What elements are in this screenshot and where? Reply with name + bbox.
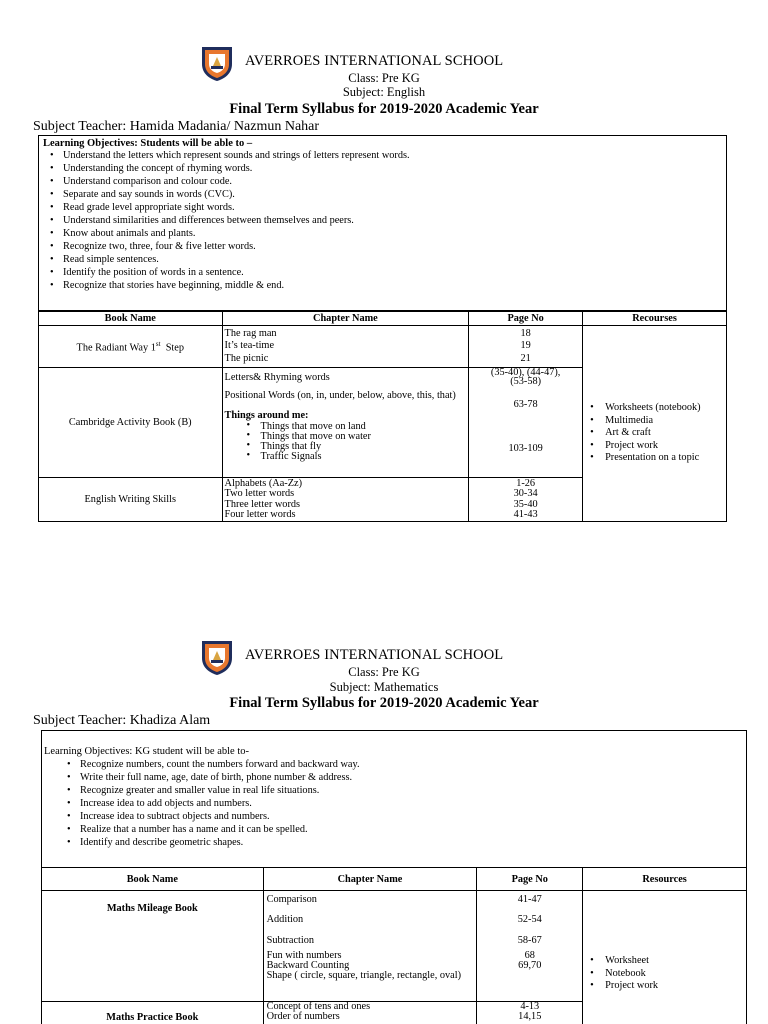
chapter-list	[222, 478, 469, 522]
page-list	[469, 368, 583, 478]
chapter-subitem: • Traffic Signals	[225, 452, 469, 462]
resource-item: • Worksheets (notebook)	[583, 402, 726, 415]
page-list	[477, 891, 583, 1002]
chapter-name: Subtraction	[266, 935, 315, 946]
maths-syllabus-page	[0, 560, 768, 1024]
chapter-name: Three letter words	[224, 498, 301, 510]
page-no: (35-40), (44-47),	[490, 367, 561, 378]
page-no: 35-40	[513, 498, 538, 510]
table-header-row	[39, 312, 727, 326]
book-name: The Radiant Way 1st Step	[39, 326, 223, 368]
chapter-name: Concept of tens and ones	[266, 1001, 371, 1012]
resource-item: • Presentation on a topic	[583, 452, 726, 465]
chapter-subitem: • Things that fly	[225, 442, 469, 452]
objective-item: • Increase idea to add objects and numbers.	[60, 797, 746, 810]
page-no: 19	[520, 340, 531, 352]
objective-item: • Read grade level appropriate sight words.	[43, 201, 726, 214]
page-no: 18	[520, 327, 531, 339]
chapter-name: Letters& Rhyming words	[224, 372, 330, 383]
objective-item: • Realize that a number has a name and it can be spelled.	[60, 823, 746, 836]
chapter-name: Addition	[266, 914, 304, 925]
objective-item: • Recognize numbers, count the numbers forward and backward way.	[60, 758, 746, 771]
resources-list	[583, 955, 746, 993]
chapter-name: Four letter words	[224, 509, 296, 520]
page-no: 1-26	[516, 477, 536, 489]
objective-item: • Read simple sentences.	[43, 253, 726, 266]
objective-item: • Separate and say sounds in words (CVC).	[43, 188, 726, 201]
page-no: 41-43	[513, 509, 538, 520]
learning-objectives-box	[41, 730, 747, 868]
class-line: Class: Pre KG	[348, 71, 420, 85]
chapter-list	[263, 1002, 477, 1024]
page-no: 58-67	[517, 935, 542, 946]
header-resources: Resources	[583, 868, 747, 891]
objectives-list	[44, 758, 746, 849]
book-name: Maths Mileage Book	[42, 891, 264, 1002]
objectives-title: Learning Objectives: Students will be able to –	[43, 138, 253, 149]
chapter-name: The rag man	[224, 327, 277, 339]
page-no: 63-78	[513, 399, 538, 410]
header-page-no: Page No	[469, 312, 583, 326]
header-chapter-name: Chapter Name	[263, 868, 477, 891]
objective-item: • Understand comparison and colour code.	[43, 175, 726, 188]
chapter-name: Order of numbers	[266, 1011, 340, 1022]
chapter-name: It’s tea-time	[224, 340, 275, 352]
subject-line: Subject: Mathematics	[329, 680, 439, 694]
objective-item: • Identify the position of words in a sentence.	[43, 266, 726, 279]
resource-item: • Project work	[583, 980, 746, 993]
page-no: 103-109	[508, 442, 543, 454]
header-chapter-name: Chapter Name	[222, 312, 469, 326]
page-no: 69,70	[518, 960, 542, 971]
objective-item: • Understanding the concept of rhyming words.	[43, 162, 726, 175]
page-no: (53-58)	[510, 376, 542, 387]
objective-item: • Recognize that stories have beginning, middle & end.	[43, 279, 726, 292]
objective-item: • Recognize greater and smaller value in real life situations.	[60, 784, 746, 797]
page-list	[469, 326, 583, 368]
chapter-list	[263, 891, 477, 1002]
maths-syllabus-table	[41, 867, 747, 1024]
header-book-name: Book Name	[39, 312, 223, 326]
school-name: AVERROES INTERNATIONAL SCHOOL	[245, 53, 504, 69]
page-no: 4-13	[520, 1001, 540, 1012]
chapter-name: Shape ( circle, square, triangle, rectangle, oval)	[266, 970, 461, 981]
objectives-list	[43, 149, 726, 292]
header-resources: Recourses	[583, 312, 727, 326]
table-row	[39, 326, 727, 368]
chapter-subitem: • Things that move on water	[225, 432, 469, 442]
objective-item: • Understand similarities and differences between themselves and peers.	[43, 214, 726, 227]
page-no: 41-47	[517, 894, 542, 905]
table-row	[42, 891, 747, 1002]
page-list	[477, 1002, 583, 1024]
page-list	[469, 478, 583, 522]
resources-cell	[583, 891, 747, 1024]
resource-item: • Notebook	[583, 968, 746, 981]
objective-item: • Identify and describe geometric shapes.	[60, 836, 746, 849]
header-book-name: Book Name	[42, 868, 264, 891]
page-no: 30-34	[513, 488, 538, 499]
table-header-row	[42, 868, 747, 891]
syllabus-title: Final Term Syllabus for 2019-2020 Academic Year	[229, 695, 539, 711]
objective-item: • Increase idea to subtract objects and numbers.	[60, 810, 746, 823]
book-name: Cambridge Activity Book (B)	[39, 368, 223, 478]
subject-line: Subject: English	[342, 85, 426, 99]
chapter-name: The picnic	[224, 352, 269, 364]
chapter-name: Comparison	[266, 894, 317, 905]
subject-teacher: Subject Teacher: Khadiza Alam	[33, 713, 211, 728]
page-no: 14,15	[518, 1011, 542, 1022]
chapter-list	[222, 326, 469, 368]
resource-item: • Project work	[583, 440, 726, 453]
objective-item: • Understand the letters which represent sounds and strings of letters represent words.	[43, 149, 726, 162]
chapter-name: Positional Words (on, in, under, below, above, this, that)	[224, 389, 456, 401]
objectives-title: Learning Objectives: KG student will be able to-	[44, 746, 249, 757]
page-no: 21	[520, 352, 531, 364]
page-no: 68	[524, 950, 535, 961]
page-no: 52-54	[517, 914, 542, 925]
chapter-sublist	[225, 422, 469, 462]
chapter-name: Alphabets (Aa-Zz)	[224, 477, 303, 489]
resource-item: • Worksheet	[583, 955, 746, 968]
chapter-name: Fun with numbers	[266, 950, 342, 961]
book-name: Maths Practice Book	[42, 1002, 264, 1024]
resources-cell	[583, 326, 727, 522]
chapter-name: Two letter words	[224, 488, 295, 499]
chapter-name: Things around me:	[224, 409, 309, 421]
chapter-subitem: • Things that move on land	[225, 422, 469, 432]
resource-item: • Art & craft	[583, 427, 726, 440]
objective-item: • Know about animals and plants.	[43, 227, 726, 240]
chapter-name: Backward Counting	[266, 960, 350, 971]
header-page-no: Page No	[477, 868, 583, 891]
learning-objectives-box	[38, 135, 727, 311]
chapter-list	[222, 368, 469, 478]
resource-item: • Multimedia	[583, 415, 726, 428]
class-line: Class: Pre KG	[348, 665, 420, 679]
english-syllabus-table	[38, 311, 727, 522]
objective-item: • Recognize two, three, four & five letter words.	[43, 240, 726, 253]
syllabus-title: Final Term Syllabus for 2019-2020 Academic Year	[229, 101, 539, 117]
objective-item: • Write their full name, age, date of birth, phone number & address.	[60, 771, 746, 784]
book-name: English Writing Skills	[39, 478, 223, 522]
school-name: AVERROES INTERNATIONAL SCHOOL	[245, 647, 504, 663]
subject-teacher: Subject Teacher: Hamida Madania/ Nazmun Nahar	[33, 119, 320, 134]
resources-list	[583, 402, 726, 465]
